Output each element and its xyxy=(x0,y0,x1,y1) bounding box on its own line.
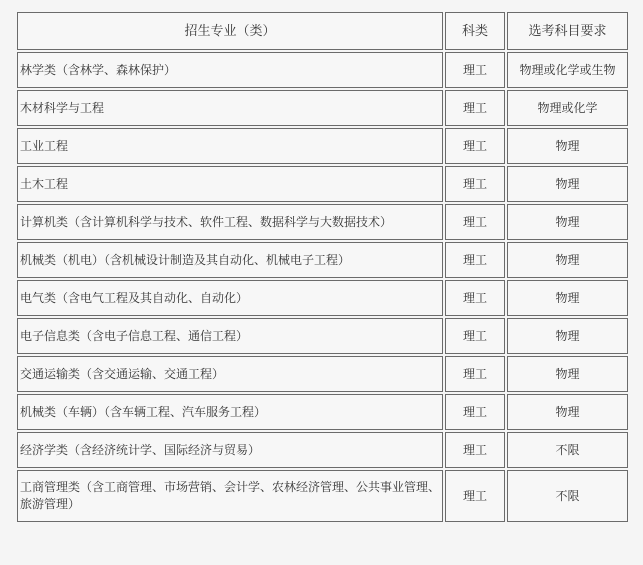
table-row xyxy=(17,280,628,316)
cell-major: 交通运输类（含交通运输、交通工程） xyxy=(17,356,443,392)
cell-major: 电子信息类（含电子信息工程、通信工程） xyxy=(17,318,443,354)
cell-subjects: 物理 xyxy=(507,166,628,202)
cell-subjects: 物理 xyxy=(507,280,628,316)
admission-majors-table xyxy=(15,10,630,524)
cell-subjects: 物理 xyxy=(507,318,628,354)
admission-table-container xyxy=(15,10,630,524)
cell-subjects: 物理或化学或生物 xyxy=(507,52,628,88)
cell-major: 木材科学与工程 xyxy=(17,90,443,126)
table-row xyxy=(17,432,628,468)
cell-subjects: 物理 xyxy=(507,356,628,392)
cell-major: 经济学类（含经济统计学、国际经济与贸易） xyxy=(17,432,443,468)
table-row xyxy=(17,52,628,88)
table-row xyxy=(17,90,628,126)
cell-subjects: 物理 xyxy=(507,242,628,278)
cell-major: 工业工程 xyxy=(17,128,443,164)
table-row xyxy=(17,356,628,392)
cell-subjects: 不限 xyxy=(507,470,628,522)
cell-subjects: 物理 xyxy=(507,204,628,240)
cell-major: 电气类（含电气工程及其自动化、自动化） xyxy=(17,280,443,316)
header-major: 招生专业（类） xyxy=(17,12,443,50)
cell-major: 土木工程 xyxy=(17,166,443,202)
header-category: 科类 xyxy=(445,12,505,50)
cell-category: 理工 xyxy=(445,166,505,202)
cell-subjects: 不限 xyxy=(507,432,628,468)
cell-major: 工商管理类（含工商管理、市场营销、会计学、农林经济管理、公共事业管理、旅游管理） xyxy=(17,470,443,522)
cell-category: 理工 xyxy=(445,432,505,468)
cell-subjects: 物理或化学 xyxy=(507,90,628,126)
cell-category: 理工 xyxy=(445,52,505,88)
cell-subjects: 物理 xyxy=(507,128,628,164)
cell-category: 理工 xyxy=(445,318,505,354)
cell-category: 理工 xyxy=(445,242,505,278)
table-row xyxy=(17,242,628,278)
cell-category: 理工 xyxy=(445,394,505,430)
cell-category: 理工 xyxy=(445,280,505,316)
cell-major: 林学类（含林学、森林保护） xyxy=(17,52,443,88)
cell-category: 理工 xyxy=(445,90,505,126)
table-row xyxy=(17,394,628,430)
table-row xyxy=(17,318,628,354)
cell-category: 理工 xyxy=(445,128,505,164)
table-header-row xyxy=(17,12,628,50)
header-subjects: 选考科目要求 xyxy=(507,12,628,50)
cell-category: 理工 xyxy=(445,204,505,240)
cell-major: 计算机类（含计算机科学与技术、软件工程、数据科学与大数据技术） xyxy=(17,204,443,240)
table-row xyxy=(17,166,628,202)
cell-category: 理工 xyxy=(445,356,505,392)
cell-subjects: 物理 xyxy=(507,394,628,430)
table-row xyxy=(17,470,628,522)
cell-major: 机械类（车辆）（含车辆工程、汽车服务工程） xyxy=(17,394,443,430)
cell-category: 理工 xyxy=(445,470,505,522)
cell-major: 机械类（机电）（含机械设计制造及其自动化、机械电子工程） xyxy=(17,242,443,278)
table-row xyxy=(17,204,628,240)
table-row xyxy=(17,128,628,164)
